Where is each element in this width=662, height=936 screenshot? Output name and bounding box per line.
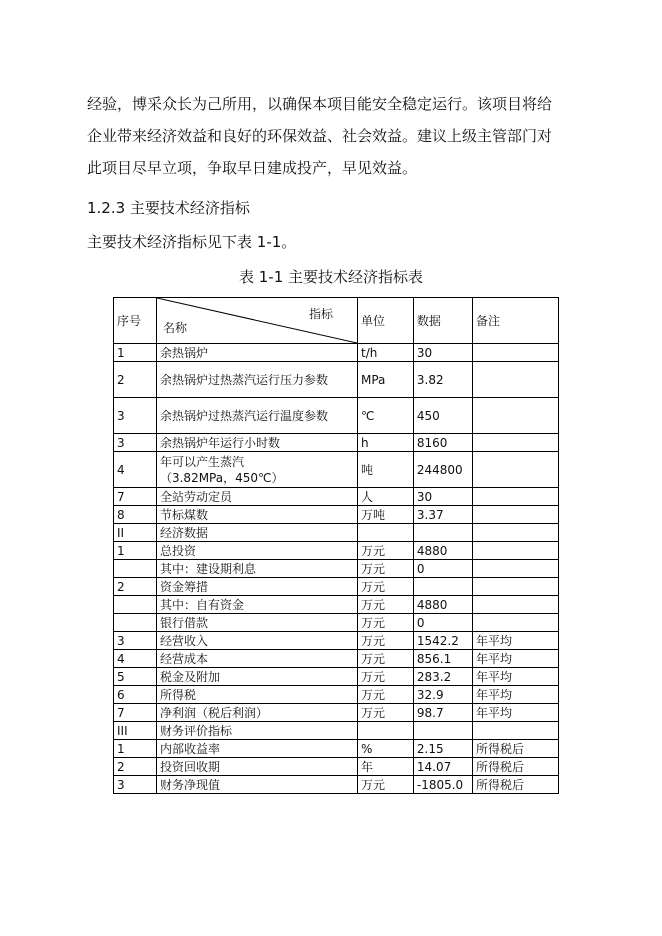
row-value: 14.07 xyxy=(413,758,472,776)
row-no xyxy=(114,596,157,614)
row-unit: h xyxy=(357,434,413,452)
row-unit: 万元 xyxy=(357,560,413,578)
row-note xyxy=(472,452,558,488)
row-name: 余热锅炉过热蒸汽运行温度参数 xyxy=(156,398,357,434)
row-value xyxy=(413,524,472,542)
row-no: 1 xyxy=(114,740,157,758)
section-heading: 1.2.3 主要技术经济指标 xyxy=(87,199,250,217)
row-name: 其中：建设期利息 xyxy=(156,560,357,578)
row-note xyxy=(472,506,558,524)
table-row xyxy=(114,524,559,542)
row-note xyxy=(472,560,558,578)
row-name: 总投资 xyxy=(156,542,357,560)
table-row xyxy=(114,398,559,434)
row-no: 3 xyxy=(114,434,157,452)
table-caption: 表 1-1 主要技术经济指标表 xyxy=(238,268,424,286)
row-name: 内部收益率 xyxy=(156,740,357,758)
row-name: 投资回收期 xyxy=(156,758,357,776)
row-name: 银行借款 xyxy=(156,614,357,632)
row-value: 244800 xyxy=(413,452,472,488)
table-row xyxy=(114,668,559,686)
row-value: 30 xyxy=(413,488,472,506)
table-row xyxy=(114,362,559,398)
table-row xyxy=(114,452,559,488)
row-no: 2 xyxy=(114,362,157,398)
row-note: 年平均 xyxy=(472,704,558,722)
row-value: 2.15 xyxy=(413,740,472,758)
row-unit: 万元 xyxy=(357,632,413,650)
row-unit xyxy=(357,524,413,542)
paragraph-line: 经验，博采众长为己所用，以确保本项目能安全稳定运行。该项目将给 xyxy=(87,95,553,113)
header-diagonal-cell xyxy=(156,298,357,344)
row-value: 283.2 xyxy=(413,668,472,686)
row-name: 年可以产生蒸汽 （3.82MPa，450℃） xyxy=(156,452,357,488)
row-name: 所得税 xyxy=(156,686,357,704)
row-name: 经营收入 xyxy=(156,632,357,650)
row-note: 年平均 xyxy=(472,632,558,650)
table-row xyxy=(114,434,559,452)
table-row xyxy=(114,632,559,650)
row-unit: % xyxy=(357,740,413,758)
row-value: 30 xyxy=(413,344,472,362)
row-note: 年平均 xyxy=(472,686,558,704)
row-name: 节标煤数 xyxy=(156,506,357,524)
table-row xyxy=(114,344,559,362)
table-row xyxy=(114,722,559,740)
row-name: 财务评价指标 xyxy=(156,722,357,740)
header-name: 名称 xyxy=(162,321,187,335)
table-row xyxy=(114,686,559,704)
row-note xyxy=(472,344,558,362)
row-unit: 年 xyxy=(357,758,413,776)
row-name: 其中：自有资金 xyxy=(156,596,357,614)
table-row xyxy=(114,506,559,524)
row-note: 年平均 xyxy=(472,650,558,668)
row-name: 经济数据 xyxy=(156,524,357,542)
row-note: 所得税后 xyxy=(472,740,558,758)
row-unit: 万元 xyxy=(357,686,413,704)
body-paragraph xyxy=(87,88,587,184)
row-value: 856.1 xyxy=(413,650,472,668)
row-value: 3.37 xyxy=(413,506,472,524)
row-unit: 万元 xyxy=(357,578,413,596)
row-unit: t/h xyxy=(357,344,413,362)
row-value: 3.82 xyxy=(413,362,472,398)
header-unit: 单位 xyxy=(357,298,413,344)
row-value: 450 xyxy=(413,398,472,434)
row-no: 2 xyxy=(114,578,157,596)
row-note: 所得税后 xyxy=(472,758,558,776)
row-note xyxy=(472,524,558,542)
row-name: 财务净现值 xyxy=(156,776,357,794)
row-name: 资金筹措 xyxy=(156,578,357,596)
row-value: 4880 xyxy=(413,596,472,614)
row-unit: MPa xyxy=(357,362,413,398)
row-unit: 万元 xyxy=(357,614,413,632)
row-no xyxy=(114,614,157,632)
table-row xyxy=(114,560,559,578)
row-unit: 人 xyxy=(357,488,413,506)
row-no: 8 xyxy=(114,506,157,524)
row-value: 8160 xyxy=(413,434,472,452)
indicator-table xyxy=(113,297,559,794)
row-no: 2 xyxy=(114,758,157,776)
row-note: 所得税后 xyxy=(472,776,558,794)
row-no: II xyxy=(114,524,157,542)
row-no: 7 xyxy=(114,704,157,722)
row-no: 1 xyxy=(114,542,157,560)
header-no: 序号 xyxy=(114,298,157,344)
row-value xyxy=(413,578,472,596)
row-value xyxy=(413,722,472,740)
row-note xyxy=(472,596,558,614)
row-unit: 万元 xyxy=(357,596,413,614)
row-unit: 万元 xyxy=(357,776,413,794)
row-unit: 万元 xyxy=(357,650,413,668)
row-unit: 万元 xyxy=(357,704,413,722)
row-value: 1542.2 xyxy=(413,632,472,650)
row-unit: 万元 xyxy=(357,668,413,686)
row-name: 净利润（税后利润） xyxy=(156,704,357,722)
table-row xyxy=(114,776,559,794)
row-note xyxy=(472,398,558,434)
row-no: III xyxy=(114,722,157,740)
table-row xyxy=(114,542,559,560)
row-note xyxy=(472,362,558,398)
row-name: 余热锅炉 xyxy=(156,344,357,362)
row-name: 余热锅炉过热蒸汽运行压力参数 xyxy=(156,362,357,398)
row-note xyxy=(472,434,558,452)
row-no xyxy=(114,560,157,578)
row-unit xyxy=(357,722,413,740)
row-value: 98.7 xyxy=(413,704,472,722)
row-note: 年平均 xyxy=(472,668,558,686)
row-unit: 万吨 xyxy=(357,506,413,524)
row-name: 余热锅炉年运行小时数 xyxy=(156,434,357,452)
paragraph-line: 此项目尽早立项，争取早日建成投产，早见效益。 xyxy=(87,159,418,177)
row-value: 4880 xyxy=(413,542,472,560)
row-no: 5 xyxy=(114,668,157,686)
row-name: 经营成本 xyxy=(156,650,357,668)
table-header-row xyxy=(114,298,559,344)
table-row xyxy=(114,758,559,776)
table-row xyxy=(114,740,559,758)
row-note xyxy=(472,488,558,506)
row-name: 税金及附加 xyxy=(156,668,357,686)
row-note xyxy=(472,722,558,740)
row-unit: 万元 xyxy=(357,542,413,560)
paragraph-line: 企业带来经济效益和良好的环保效益、社会效益。建议上级主管部门对 xyxy=(87,127,553,145)
header-indicator: 指标 xyxy=(308,307,333,321)
row-no: 7 xyxy=(114,488,157,506)
row-note xyxy=(472,614,558,632)
row-no: 4 xyxy=(114,452,157,488)
table-row xyxy=(114,650,559,668)
row-no: 4 xyxy=(114,650,157,668)
row-value: -1805.0 xyxy=(413,776,472,794)
table-body xyxy=(114,344,559,794)
header-data: 数据 xyxy=(413,298,472,344)
row-note xyxy=(472,542,558,560)
row-no: 3 xyxy=(114,398,157,434)
row-value: 0 xyxy=(413,614,472,632)
row-name: 全站劳动定员 xyxy=(156,488,357,506)
row-value: 32.9 xyxy=(413,686,472,704)
table-row xyxy=(114,578,559,596)
row-no: 6 xyxy=(114,686,157,704)
row-unit: 吨 xyxy=(357,452,413,488)
row-no: 3 xyxy=(114,632,157,650)
row-no: 1 xyxy=(114,344,157,362)
row-no: 3 xyxy=(114,776,157,794)
table-row xyxy=(114,488,559,506)
header-note: 备注 xyxy=(472,298,558,344)
row-note xyxy=(472,578,558,596)
intro-text: 主要技术经济指标见下表 1-1。 xyxy=(87,233,297,251)
table-row xyxy=(114,614,559,632)
row-value: 0 xyxy=(413,560,472,578)
table-row xyxy=(114,704,559,722)
table-row xyxy=(114,596,559,614)
row-unit: ℃ xyxy=(357,398,413,434)
